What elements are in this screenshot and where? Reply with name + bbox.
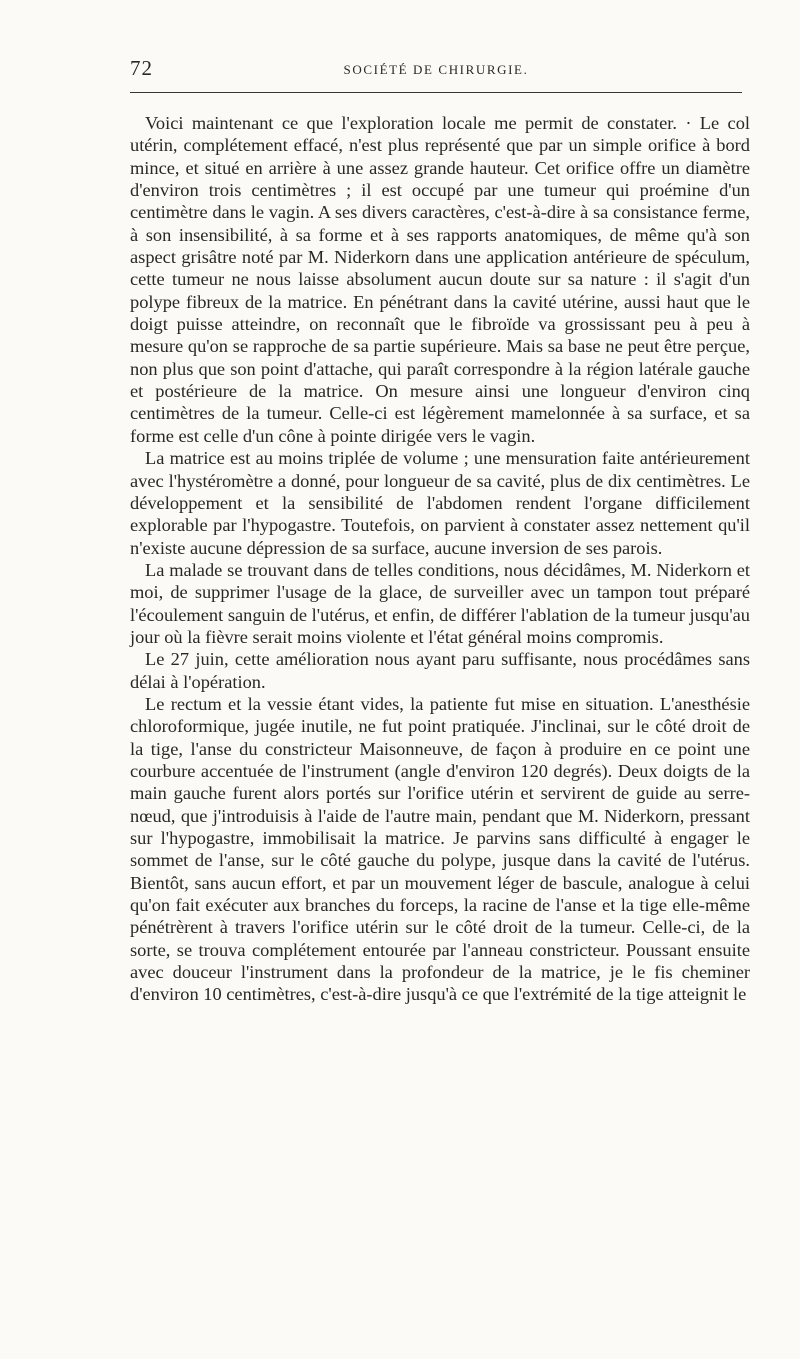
body-text: [130, 112, 750, 1006]
paragraph: Le rectum et la vessie étant vides, la patiente fut mise en situation. L'anesthésie chloroformique, jugée inutile, ne fut point pratiquée. J'inclinai, sur le côté droit de la tige, l'anse du constricteur Maisonneuve, de façon à produire en ce point une courbure accentuée de l'instrument (angle d'environ 120 degrés). Deux doigts de la main gauche furent alors portés sur l'orifice utérin et servirent de guide au serre-nœud, que j'introduisis à l'aide de l'autre main, pendant que M. Niderkorn, pressant sur l'hypogastre, immobilisait la matrice. Je parvins sans difficulté à engager le sommet de l'anse, sur le côté gauche du polype, jusque dans la cavité de l'utérus. Bientôt, sans aucun effort, et par un mouvement léger de bascule, analogue à celui qu'on fait exécuter aux branches du forceps, la racine de l'anse et la tige elle-même pénétrèrent à travers l'orifice utérin sur le côté droit de la tumeur. Celle-ci, de la sorte, se trouva complétement entourée par l'anneau constricteur. Poussant ensuite avec douceur l'instrument dans la profondeur de la matrice, je le fis cheminer d'environ 10 centimètres, c'est-à-dire jusqu'à ce que l'extrémité de la tige atteignit le: [130, 693, 750, 1005]
paragraph: La matrice est au moins triplée de volume ; une mensuration faite antérieurement avec l'hystéromètre a donné, pour longueur de sa cavité, plus de dix centimètres. Le développement et la sensibilité de l'abdomen rendent l'organe difficilement explorable par l'hypogastre. Toutefois, on parvient à constater assez nettement qu'il n'existe aucune dépression de sa surface, aucune inversion de ses parois.: [130, 448, 750, 558]
paragraph: Le 27 juin, cette amélioration nous ayant paru suffisante, nous procédâmes sans délai à l'opération.: [130, 649, 750, 692]
paragraph: Voici maintenant ce que l'exploration locale me permit de constater. · Le col utérin, complétement effacé, n'est plus représenté que par un simple orifice à bord mince, et situé en arrière à une assez grande hauteur. Cet orifice offre un diamètre d'environ trois centimètres ; il est occupé par une tumeur qui proémine d'un centimètre dans le vagin. A ses divers caractères, c'est-à-dire à sa consistance ferme, à son insensibilité, à sa forme et à ses rapports anatomiques, de même qu'à son aspect grisâtre noté par M. Niderkorn dans une application antérieure de spéculum, cette tumeur ne nous laisse absolument aucun doute sur sa nature : il s'agit d'un polype fibreux de la matrice. En pénétrant dans la cavité utérine, aussi haut que le doigt puisse atteindre, on reconnaît que le fibroïde va grossissant peu à peu à mesure qu'on se rapproche de sa partie supérieure. Mais sa base ne peut être perçue, non plus que son point d'attache, qui paraît correspondre à la région latérale gauche et postérieure de la matrice. On mesure ainsi une longueur d'environ cinq centimètres de la tumeur. Celle-ci est légèrement mamelonnée à sa surface, et sa forme est celle d'un cône à pointe dirigée vers le vagin.: [130, 113, 750, 446]
running-head: SOCIÉTÉ DE CHIRURGIE.: [343, 62, 529, 77]
page-number: 72: [130, 56, 153, 80]
paragraph: La malade se trouvant dans de telles conditions, nous décidâmes, M. Niderkorn et moi, de supprimer l'usage de la glace, de surveiller avec un tampon tout préparé l'écoulement sanguin de l'utérus, et enfin, de différer l'ablation de la tumeur jusqu'au jour où la fièvre serait moins violente et l'état général moins compromis.: [130, 559, 750, 647]
header-divider: [130, 92, 742, 93]
page-header: [130, 56, 742, 86]
